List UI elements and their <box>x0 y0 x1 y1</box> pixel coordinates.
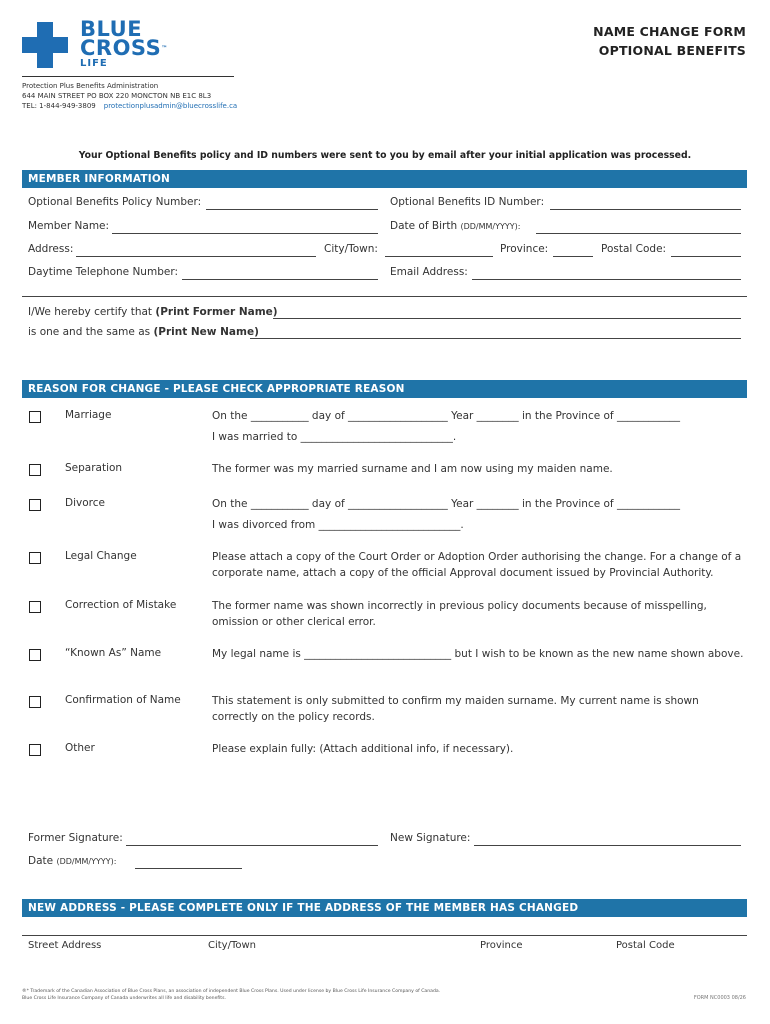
address-field[interactable] <box>76 256 316 257</box>
member-name-label: Member Name: <box>28 220 110 232</box>
reason-label: Divorce <box>65 497 105 509</box>
new-signature-label: New Signature: <box>390 832 471 844</box>
phone-field[interactable] <box>182 279 378 280</box>
former-name-field[interactable] <box>273 318 741 319</box>
province-label: Province: <box>500 243 549 255</box>
reason-text: Please attach a copy of the Court Order or Adoption Order authorising the change. For a change of a corporate name, attach a copy of the official Approval document issued by Provincial Authority. <box>212 551 742 579</box>
reason-label: Correction of Mistake <box>65 599 177 611</box>
correction-checkbox[interactable] <box>29 601 41 613</box>
policy-number-label: Optional Benefits Policy Number: <box>28 196 202 208</box>
reason-text: The former was my married surname and I am now using my maiden name. <box>212 463 613 475</box>
reason-text: On the ___________ day of ___________________ Year ________ in the Province of ____________ I was married to _____________________________. <box>212 410 680 443</box>
id-number-field[interactable] <box>550 209 741 210</box>
postal-code-field[interactable] <box>671 256 741 257</box>
reason-text: The former name was shown incorrectly in previous policy documents because of misspelling, omission or other clerical error. <box>212 600 707 628</box>
blue-cross-logo-icon <box>22 22 68 68</box>
new-address-heading: NEW ADDRESS - PLEASE COMPLETE ONLY IF THE ADDRESS OF THE MEMBER HAS CHANGED <box>22 899 747 917</box>
reason-label: Separation <box>65 462 123 474</box>
new-address-field-line[interactable] <box>22 935 747 936</box>
dob-field[interactable] <box>536 233 741 234</box>
form-title: NAME CHANGE FORM OPTIONAL BENEFITS <box>593 24 746 58</box>
member-name-field[interactable] <box>112 233 378 234</box>
member-divider <box>22 296 747 297</box>
confirmation-checkbox[interactable] <box>29 696 41 708</box>
city-label: City/Town: <box>324 243 378 255</box>
email-field[interactable] <box>472 279 741 280</box>
signature-date-label: Date (DD/MM/YYYY): <box>28 855 117 867</box>
reason-text: On the ___________ day of ___________________ Year ________ in the Province of ____________ I was divorced from ___________________________. <box>212 498 680 531</box>
reason-label: Marriage <box>65 409 112 421</box>
member-info-heading: MEMBER INFORMATION <box>22 170 747 188</box>
new-street-label: Street Address <box>28 940 102 951</box>
reason-text: Please explain fully: (Attach additional info, if necessary). <box>212 743 514 755</box>
reason-text: This statement is only submitted to confirm my maiden surname. My current name is shown correctly on the policy records. <box>212 695 699 723</box>
policy-number-field[interactable] <box>206 209 378 210</box>
known-as-checkbox[interactable] <box>29 649 41 661</box>
marriage-checkbox[interactable] <box>29 411 41 423</box>
new-province-label: Province <box>480 940 523 951</box>
former-signature-label: Former Signature: <box>28 832 123 844</box>
admin-email-link[interactable]: protectionplusadmin@bluecrosslife.ca <box>103 102 238 110</box>
former-signature-field[interactable] <box>126 845 378 846</box>
reason-label: Other <box>65 742 95 754</box>
email-label: Email Address: <box>390 266 468 278</box>
legal-change-checkbox[interactable] <box>29 552 41 564</box>
certify-new-label: is one and the same as (Print New Name) <box>28 326 259 338</box>
phone-label: Daytime Telephone Number: <box>28 266 178 278</box>
new-name-field[interactable] <box>250 338 741 339</box>
footer-legal: ®* Trademark of the Canadian Association of Blue Cross Plans, an association of independent Blue Cross Plans. Used under license by Blue Cross Life Insurance Company of Canada. Blue Cross Life Insurance Company of Canada underwrites all life and disability benefits. <box>22 989 441 1001</box>
reason-label: Confirmation of Name <box>65 694 181 706</box>
signature-date-field[interactable] <box>135 868 242 869</box>
admin-contact: Protection Plus Benefits Administration 644 MAIN STREET PO BOX 220 MONCTON NB E1C 8L3 TEL: 1-844-949-3809 protectionplusadmin@bluecrosslife.ca <box>22 82 238 110</box>
divorce-checkbox[interactable] <box>29 499 41 511</box>
reason-heading: REASON FOR CHANGE - PLEASE CHECK APPROPRIATE REASON <box>22 380 747 398</box>
new-postal-label: Postal Code <box>616 940 675 951</box>
id-number-label: Optional Benefits ID Number: <box>390 196 545 208</box>
new-city-label: City/Town <box>208 940 257 951</box>
city-field[interactable] <box>385 256 493 257</box>
address-label: Address: <box>28 243 74 255</box>
notice-text: Your Optional Benefits policy and ID numbers were sent to you by email after your initial application was processed. <box>78 150 692 161</box>
reason-text: My legal name is ____________________________ but I wish to be known as the new name shown above. <box>212 648 744 660</box>
new-signature-field[interactable] <box>474 845 741 846</box>
postal-code-label: Postal Code: <box>601 243 667 255</box>
header-divider <box>22 76 234 77</box>
logo-wordmark: BLUE CROSS™ LIFE <box>80 17 168 69</box>
province-field[interactable] <box>553 256 593 257</box>
reason-label: Legal Change <box>65 550 137 562</box>
reason-label: “Known As” Name <box>65 647 162 659</box>
certify-former-label: I/We hereby certify that (Print Former Name) <box>28 306 278 318</box>
form-number: FORM NC0003 08/26 <box>693 995 746 1001</box>
other-checkbox[interactable] <box>29 744 41 756</box>
dob-label: Date of Birth (DD/MM/YYYY): <box>390 220 521 232</box>
separation-checkbox[interactable] <box>29 464 41 476</box>
